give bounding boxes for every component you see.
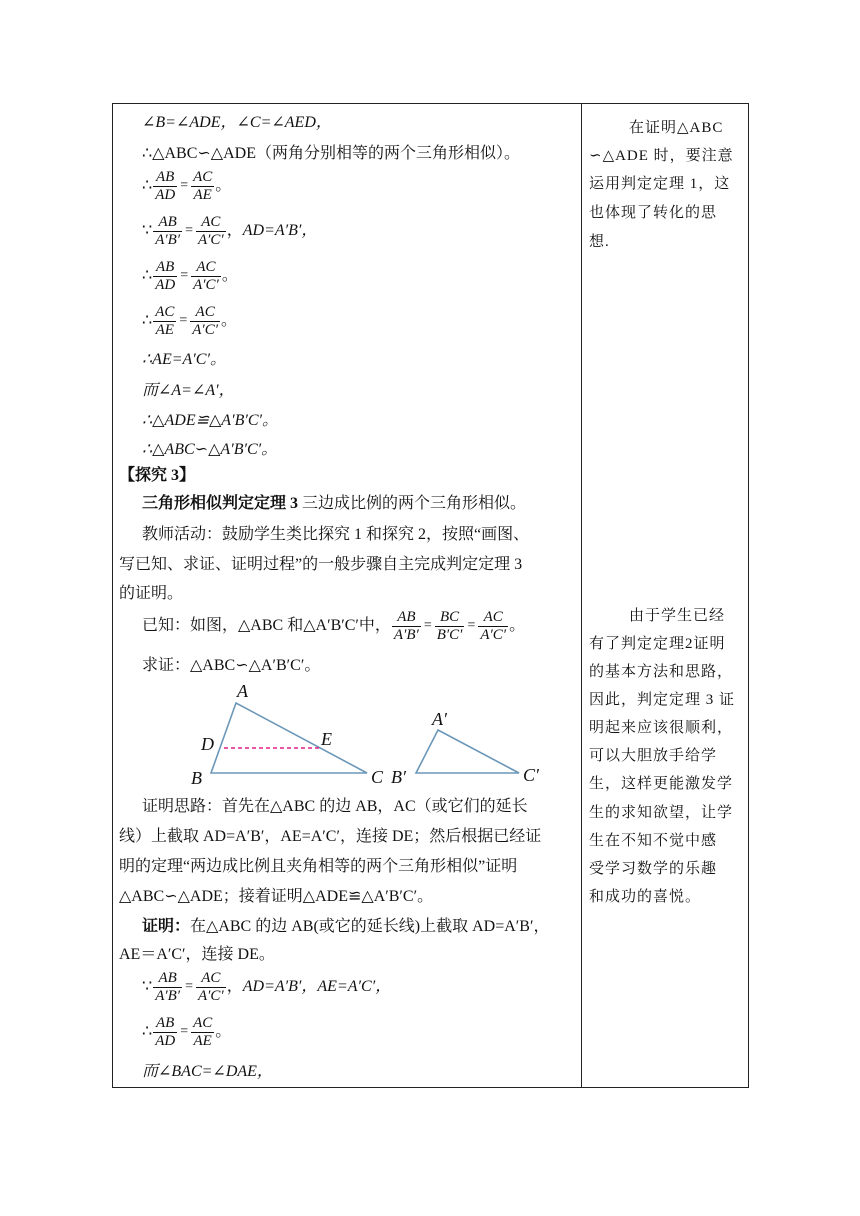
numerator: AC [190,304,220,322]
proof-text: 在△ABC 的边 AB(或它的延长线)上截取 AD=A′B′， [190,918,550,935]
fraction [153,1015,177,1050]
proof-fraction-line [142,965,391,1009]
proof-line: ∠B=∠ADE，∠C=∠AED， [142,114,332,131]
side-note-line: 明起来应该很顺利， [589,720,734,736]
fraction [153,970,182,1005]
because-symbol: ∵ [142,222,153,239]
fraction [392,609,421,644]
denominator: AD [155,276,176,293]
therefore-symbol: ∴ [142,312,153,329]
denominator: A′C′ [192,321,218,338]
side-note-line: 因此，判定定理 3 证 [589,692,736,708]
label-c-prime: C′ [523,765,539,785]
label-a: A [237,681,248,701]
label-b-prime: B′ [391,767,406,787]
proof-line: ∴AE=A′C′。 [142,351,226,368]
denominator: A′C′ [480,626,507,643]
side-note-line: 有了判定定理2证明 [589,636,726,652]
denominator: A′B′ [155,231,181,248]
label-e: E [321,729,332,749]
equals-sign: = [180,1024,189,1039]
label-b: B [191,768,202,788]
numerator: AC [196,970,226,988]
period: 。 [221,312,238,329]
numerator: BC [435,609,465,627]
theorem-title: 三角形相似判定定理 3 [142,495,299,512]
idea-line: △ABC∽△ADE；接着证明△ADE≌△A′B′C′。 [119,888,434,905]
denominator: A′C′ [197,987,224,1004]
proof-fraction-line [142,1010,231,1054]
proof-line: ∴△ABC∽△ADE（两角分别相等的两个三角形相似）。 [142,145,520,162]
fraction [153,169,177,204]
known-line [142,604,525,648]
paragraph-line: 教师活动：鼓励学生类比探究 1 和探究 2，按照“画图、 [142,526,530,543]
equals-sign: = [423,618,432,633]
triangle-figure [191,679,551,789]
numerator: AC [196,214,226,232]
period: 。 [221,267,238,284]
fraction [478,609,508,644]
side-note-line: 想. [589,234,610,250]
proof-line: ∴△ADE≌△A′B′C′。 [142,412,279,429]
denominator: AE [193,1032,212,1049]
numerator: AC [478,609,508,627]
side-note-line: ∽△ADE 时，要注意 [589,148,734,164]
equals-sign: = [180,268,189,283]
paragraph-line: 的证明。 [119,585,184,602]
side-note-line: 运用判定定理 1，这 [589,176,731,192]
equals-sign: = [467,618,476,633]
fraction [191,259,221,294]
prove-line: 求证：△ABC∽△A′B′C′。 [142,657,321,674]
fraction [196,214,226,249]
comma: ， [226,222,243,239]
fraction [191,1015,214,1050]
idea-line: 线）上截取 AD=A′B′，AE=A′C′，连接 DE；然后根据已经证 [119,828,542,845]
triangle-apbpcp [416,730,519,773]
proof-fraction-line [142,299,237,343]
condition-text: AD=A′B′， [242,222,318,239]
fraction [196,970,226,1005]
column-divider [581,104,582,1087]
numerator: AB [392,609,421,627]
theorem-line [142,494,526,514]
numerator: AC [191,259,221,277]
side-note-line: 也体现了转化的思 [589,205,718,221]
label-d: D [201,734,214,754]
side-note-line: 和成功的喜悦。 [589,889,702,905]
denominator: A′C′ [197,231,224,248]
known-text: 已知：如图，△ABC 和△A′B′C′中， [142,617,391,634]
because-symbol: ∵ [142,978,153,995]
period: 。 [215,1023,232,1040]
lesson-table [112,103,749,1088]
therefore-symbol: ∴ [142,1023,153,1040]
side-note-line: 可以大胆放手给学 [589,748,718,764]
section-heading: 【探究 3】 [119,467,196,484]
numerator: AB [153,214,182,232]
denominator: B′C′ [436,626,463,643]
proof-fraction-line [142,164,231,208]
denominator: A′B′ [393,626,419,643]
fraction [153,259,177,294]
idea-line: 证明思路：首先在△ABC 的边 AB，AC（或它们的延长 [142,798,528,815]
numerator: AB [153,259,177,277]
fraction [153,214,182,249]
denominator: A′B′ [155,987,181,1004]
side-note-line: 受学习数学的乐趣 [589,861,718,877]
proof-line: 而∠A=∠A′， [142,382,235,399]
numerator: AB [153,1015,177,1033]
fraction [153,304,176,339]
side-note-line: 的基本方法和思路， [589,664,734,680]
denominator: AD [155,1032,176,1049]
numerator: AC [193,1014,213,1031]
equals-sign: = [179,313,188,328]
fraction [191,169,214,204]
proof-label: 证明： [142,918,191,935]
denominator: AD [155,186,176,203]
proof-fraction-line [142,254,238,298]
numerator: AB [153,970,182,988]
equals-sign: = [185,223,193,238]
triangle-abc [211,703,367,773]
numerator: AB [153,169,177,187]
side-note-line: 生，这样更能激发学 [589,776,734,792]
equals-sign: = [185,979,193,994]
label-a-prime: A′ [432,709,447,729]
period: 。 [509,617,526,634]
proof-start-line [142,917,549,937]
therefore-symbol: ∴ [142,177,153,194]
comma: ， [226,978,243,995]
period: 。 [215,177,232,194]
side-note-line: 生在不知不觉中感 [589,833,718,849]
proof-line: AE＝A′C′，连接 DE。 [119,946,275,963]
numerator: AC [155,303,175,320]
therefore-symbol: ∴ [142,267,153,284]
side-note-line: 由于学生已经 [629,608,726,624]
fraction [435,609,465,644]
equals-sign: = [180,178,189,193]
fraction [190,304,220,339]
theorem-text: 三边成比例的两个三角形相似。 [302,495,527,512]
side-note-line: 在证明△ABC [629,120,724,136]
idea-line: 明的定理“两边成比例且夹角相等的两个三角形相似”证明 [119,858,518,875]
denominator: AE [193,186,212,203]
condition-text: AD=A′B′，AE=A′C′， [242,978,392,995]
numerator: AC [193,168,213,185]
denominator: A′C′ [193,276,219,293]
proof-fraction-line [142,209,317,253]
paragraph-line: 写已知、求证、证明过程”的一般步骤自主完成判定定理 3 [119,556,523,573]
side-note-line: 生的求知欲望，让学 [589,805,734,821]
proof-line: 而∠BAC=∠DAE， [142,1063,273,1080]
label-c: C [371,767,384,787]
denominator: AE [155,321,174,338]
proof-line: ∴△ABC∽△A′B′C′。 [142,441,278,458]
